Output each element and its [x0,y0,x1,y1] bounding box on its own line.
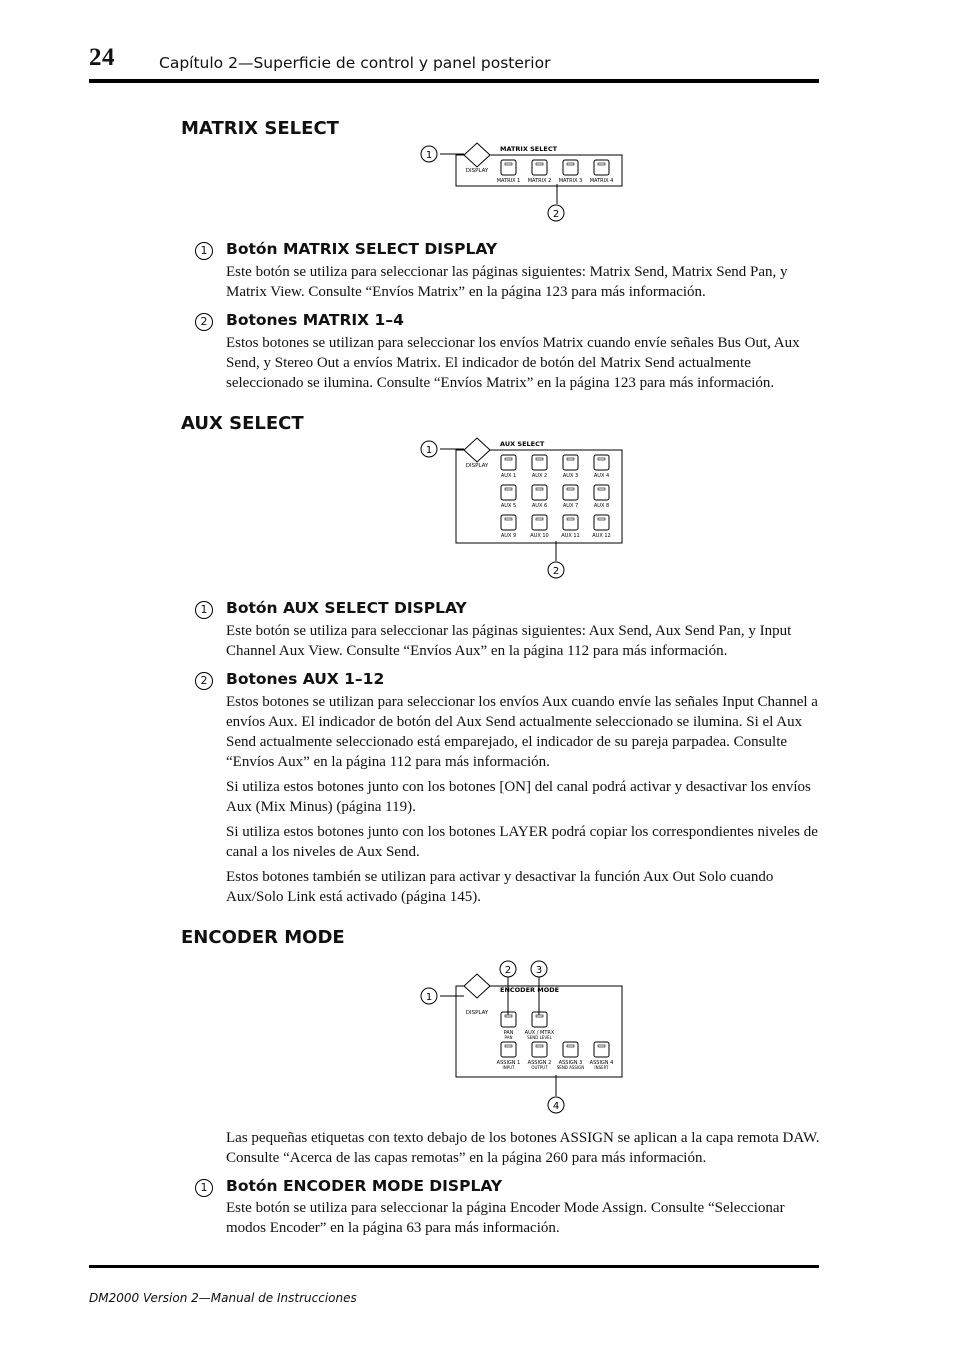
section-heading-matrix: MATRIX SELECT [181,118,339,139]
button-label: AUX 3 [562,473,579,479]
footer-rule [89,1265,819,1268]
header-rule [89,79,819,83]
callout-1: 1 [425,445,433,456]
button-label: AUX 9 [500,533,517,539]
callout-3: 3 [535,965,543,976]
aux-select-diagram [410,433,640,583]
display-label: DISPLAY [465,1010,489,1016]
item-paragraph: Estos botones también se utilizan para activar y desactivar la función Aux Out Solo cuando Aux/Solo Link está activado (página 145). [226,869,774,905]
panel-button [594,515,609,530]
panel-button [532,515,547,530]
button-label: AUX 8 [593,503,610,509]
section-heading-aux: AUX SELECT [181,413,304,434]
callout-1: 1 [425,150,433,161]
panel-button [563,1042,578,1057]
item-number: 1 [195,601,213,619]
item-title: Botones MATRIX 1–4 [226,311,404,329]
panel-title: ENCODER MODE [500,986,560,994]
panel-button [594,1042,609,1057]
item-number: 2 [195,313,213,331]
panel-button [501,515,516,530]
item-paragraph: Este botón se utiliza para seleccionar las páginas siguientes: Matrix Send, Matrix Send Pan, y Matrix View. Consulte “Envíos Matrix” en la página 123 para más información. [226,264,788,300]
button-label: AUX 7 [562,503,579,509]
button-label: AUX 10 [530,533,549,539]
button-label: ASSIGN 4 [589,1060,614,1066]
encoder-intro-paragraph: Las pequeñas etiquetas con texto debajo de los botones ASSIGN se aplican a la capa remota DAW. Consulte “Acerca de las capas remotas” en la página 260 para más información. [226,1130,820,1166]
panel-button [594,160,609,175]
panel-button [532,1042,547,1057]
button-label: AUX / MTRX [524,1030,555,1036]
panel-title: AUX SELECT [500,440,545,448]
button-label: PAN [503,1030,514,1036]
panel-button [563,485,578,500]
button-sublabel: PAN [504,1035,513,1040]
item-paragraph: Estos botones se utilizan para seleccionar los envíos Aux cuando envíe las señales Input Channel a envíos Aux. El indicador de botón del Aux Send actualmente seleccionado se ilumina. Si el Aux Send actualmente seleccionado está emparejado, el indicador de su pareja parpadea. Consulte “Envíos Aux” en la página 112 para más información. [226,694,818,770]
button-sublabel: INSERT [594,1065,609,1070]
encoder-mode-diagram [410,958,640,1118]
display-button-diamond [464,438,490,462]
item-paragraph: Si utiliza estos botones junto con los botones LAYER podrá copiar los correspondientes niveles de canal a los niveles de Aux Send. [226,824,818,860]
panel-button [501,1042,516,1057]
button-label: ASSIGN 2 [527,1060,552,1066]
panel-button [501,485,516,500]
item-paragraph: Estos botones se utilizan para seleccionar los envíos Matrix cuando envíe señales Bus Out, Aux Send, y Stereo Out a envíos Matrix. El indicador de botón del Matrix Send actualmente seleccionado se ilumina. Consulte “Envíos Matrix” en la página 123 para más información. [226,335,800,391]
button-label: AUX 2 [531,473,548,479]
button-label: MATRIX 1 [496,178,521,184]
panel-button [594,485,609,500]
callout-2: 2 [504,965,512,976]
panel-button [563,455,578,470]
panel-title: MATRIX SELECT [500,145,558,153]
button-sublabel: OUTPUT [531,1065,548,1070]
button-label: MATRIX 4 [589,178,614,184]
item-title: Botones AUX 1–12 [226,670,385,688]
panel-button [532,160,547,175]
button-sublabel: SEND LEVEL [527,1035,552,1040]
item-number: 1 [195,1179,213,1197]
item-paragraph: Si utiliza estos botones junto con los botones [ON] del canal podrá activar y desactivar los envíos Aux (Mix Minus) (página 119). [226,779,811,815]
panel-button [532,455,547,470]
display-button-diamond [464,974,490,998]
button-sublabel: SEND ASSIGN [556,1065,585,1070]
page-number: 24 [89,44,115,71]
item-paragraph: Este botón se utiliza para seleccionar las páginas siguientes: Aux Send, Aux Send Pan, y Input Channel Aux View. Consulte “Envíos Aux” en la página 112 para más información. [226,623,792,659]
footer-text: DM2000 Version 2—Manual de Instrucciones [89,1291,357,1305]
matrix-select-diagram [410,138,640,223]
display-button-diamond [464,143,490,167]
display-label: DISPLAY [465,168,489,174]
panel-button [501,455,516,470]
chapter-title: Capítulo 2—Superficie de control y panel posterior [159,54,551,72]
panel-button [563,160,578,175]
callout-1: 1 [425,992,433,1003]
callout-4: 4 [552,1101,560,1112]
panel-button [532,485,547,500]
button-sublabel: INPUT [502,1065,515,1070]
button-label: MATRIX 3 [558,178,583,184]
callout-2: 2 [552,566,560,577]
display-label: DISPLAY [465,463,489,469]
button-label: AUX 12 [592,533,611,539]
button-label: AUX 1 [500,473,517,479]
button-label: ASSIGN 1 [496,1060,521,1066]
button-label: AUX 4 [593,473,610,479]
panel-button [594,455,609,470]
item-title: Botón AUX SELECT DISPLAY [226,599,467,617]
item-number: 2 [195,672,213,690]
item-number: 1 [195,242,213,260]
panel-button [563,515,578,530]
button-label: AUX 11 [561,533,580,539]
button-label: ASSIGN 3 [558,1060,583,1066]
button-label: MATRIX 2 [527,178,552,184]
button-label: AUX 5 [500,503,517,509]
section-heading-encoder: ENCODER MODE [181,927,345,948]
item-title: Botón MATRIX SELECT DISPLAY [226,240,498,258]
callout-2: 2 [552,209,560,220]
item-title: Botón ENCODER MODE DISPLAY [226,1177,503,1195]
item-paragraph: Este botón se utiliza para seleccionar la página Encoder Mode Assign. Consulte “Seleccionar modos Encoder” en la página 63 para más información. [226,1200,785,1236]
panel-button [501,160,516,175]
button-label: AUX 6 [531,503,548,509]
